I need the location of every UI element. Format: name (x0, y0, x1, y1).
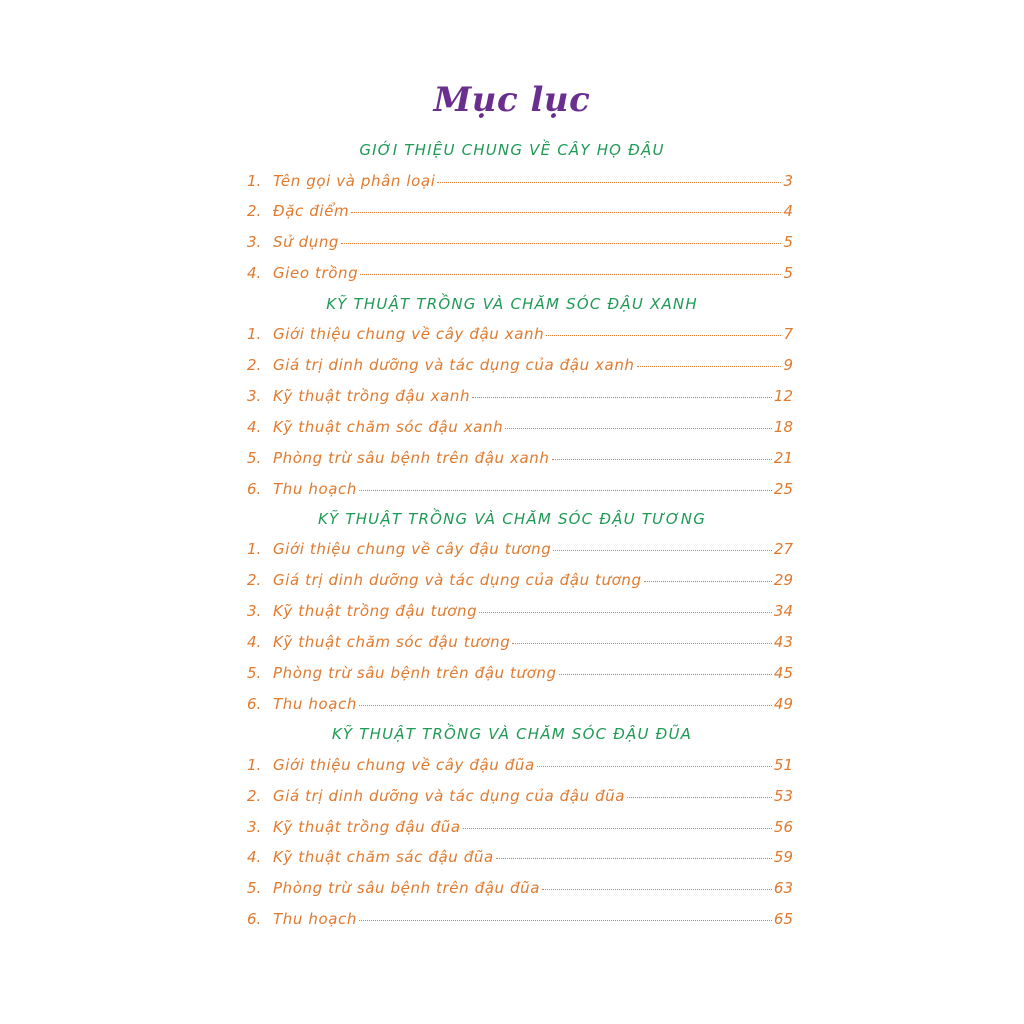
toc-entry[interactable] (247, 664, 793, 688)
entry-label: Gieo trồng (273, 264, 359, 282)
dot-leader (472, 397, 772, 398)
entry-number: 2. (247, 571, 262, 589)
entry-page-number: 49 (773, 695, 793, 713)
dot-leader (463, 828, 772, 829)
section-heading: KỸ THUẬT TRỒNG VÀ CHĂM SÓC ĐẬU XANH (326, 295, 698, 313)
entry-number: 1. (247, 540, 262, 558)
entry-number: 3. (247, 602, 262, 620)
entry-number: 4. (247, 848, 262, 866)
entry-page-number: 25 (773, 480, 793, 498)
entry-label: Tên gọi và phân loại (273, 172, 436, 190)
entry-label: Thu hoạch (273, 695, 357, 713)
entry-page-number: 27 (773, 540, 793, 558)
entry-number: 4. (247, 633, 262, 651)
entry-label: Thu hoạch (273, 910, 357, 928)
dot-leader (359, 490, 772, 491)
entry-number: 1. (247, 172, 262, 190)
dot-leader (479, 612, 772, 613)
entry-label: Kỹ thuật trồng đậu đũa (273, 818, 461, 836)
dot-leader (360, 274, 781, 275)
entry-page-number: 18 (773, 418, 793, 436)
dot-leader (505, 428, 772, 429)
toc-entry[interactable] (247, 540, 793, 564)
toc-entry[interactable] (247, 449, 793, 473)
entry-number: 3. (247, 387, 262, 405)
dot-leader (542, 889, 772, 890)
entry-page-number: 56 (773, 818, 793, 836)
entry-label: Phòng trừ sâu bệnh trên đậu tương (273, 664, 557, 682)
entry-label: Kỹ thuật chăm sóc đậu tương (273, 633, 511, 651)
dot-leader (637, 366, 782, 367)
entry-page-number: 21 (773, 449, 793, 467)
entry-page-number: 51 (773, 756, 793, 774)
toc-entry[interactable] (247, 480, 793, 504)
entry-page-number: 53 (773, 787, 793, 805)
entry-page-number: 65 (773, 910, 793, 928)
entry-label: Kỹ thuật chăm sóc đậu xanh (273, 418, 504, 436)
dot-leader (512, 643, 772, 644)
toc-entry[interactable] (247, 233, 793, 257)
entry-number: 2. (247, 787, 262, 805)
entry-label: Giới thiệu chung về cây đậu tương (273, 540, 552, 558)
entry-number: 4. (247, 264, 262, 282)
entry-label: Giới thiệu chung về cây đậu xanh (273, 325, 545, 343)
entry-number: 3. (247, 233, 262, 251)
toc-entry[interactable] (247, 264, 793, 288)
entry-number: 6. (247, 910, 262, 928)
dot-leader (559, 674, 772, 675)
dot-leader (341, 243, 781, 244)
entry-page-number: 12 (773, 387, 793, 405)
entry-number: 1. (247, 325, 262, 343)
entry-page-number: 9 (783, 356, 793, 374)
toc-entry[interactable] (247, 172, 793, 196)
dot-leader (627, 797, 772, 798)
entry-label: Phòng trừ sâu bệnh trên đậu đũa (273, 879, 541, 897)
entry-number: 5. (247, 664, 262, 682)
toc-entry[interactable] (247, 602, 793, 626)
toc-entry[interactable] (247, 325, 793, 349)
dot-leader (359, 705, 772, 706)
dot-leader (552, 459, 772, 460)
entry-number: 1. (247, 756, 262, 774)
entry-number: 3. (247, 818, 262, 836)
entry-label: Thu hoạch (273, 480, 357, 498)
entry-page-number: 4 (783, 202, 793, 220)
entry-number: 6. (247, 480, 262, 498)
toc-entry[interactable] (247, 787, 793, 811)
entry-number: 6. (247, 695, 262, 713)
entry-number: 5. (247, 879, 262, 897)
entry-page-number: 29 (773, 571, 793, 589)
entry-label: Kỹ thuật trồng đậu xanh (273, 387, 471, 405)
section-heading: GIỚI THIỆU CHUNG VỀ CÂY HỌ ĐẬU (359, 141, 665, 159)
dot-leader (546, 335, 781, 336)
entry-number: 2. (247, 202, 262, 220)
entry-number: 2. (247, 356, 262, 374)
entry-label: Kỹ thuật chăm sác đậu đũa (273, 848, 494, 866)
entry-page-number: 59 (773, 848, 793, 866)
toc-entry[interactable] (247, 387, 793, 411)
entry-page-number: 45 (773, 664, 793, 682)
dot-leader (537, 766, 772, 767)
toc-entry[interactable] (247, 695, 793, 719)
entry-number: 4. (247, 418, 262, 436)
entry-page-number: 5 (783, 233, 793, 251)
dot-leader (359, 920, 772, 921)
toc-entry[interactable] (247, 418, 793, 442)
entry-label: Giới thiệu chung về cây đậu đũa (273, 756, 535, 774)
entry-label: Giá trị dinh dưỡng và tác dụng của đậu xanh (273, 356, 635, 374)
dot-leader (644, 581, 772, 582)
entry-page-number: 3 (783, 172, 793, 190)
entry-label: Đặc điểm (273, 202, 350, 220)
entry-page-number: 43 (773, 633, 793, 651)
entry-page-number: 63 (773, 879, 793, 897)
toc-entry[interactable] (247, 633, 793, 657)
toc-entry[interactable] (247, 910, 793, 934)
toc-entry[interactable] (247, 848, 793, 872)
dot-leader (553, 550, 772, 551)
entry-number: 5. (247, 449, 262, 467)
toc-entry[interactable] (247, 202, 793, 226)
entry-label: Giá trị dinh dưỡng và tác dụng của đậu đũa (273, 787, 626, 805)
entry-page-number: 7 (783, 325, 793, 343)
page-title: Mục lục (433, 80, 591, 120)
section-heading: KỸ THUẬT TRỒNG VÀ CHĂM SÓC ĐẬU TƯƠNG (317, 510, 707, 528)
entry-label: Kỹ thuật trồng đậu tương (273, 602, 478, 620)
toc-entry[interactable] (247, 356, 793, 380)
entry-label: Sử dụng (273, 233, 340, 251)
toc-entry[interactable] (247, 879, 793, 903)
entry-page-number: 5 (783, 264, 793, 282)
toc-entry[interactable] (247, 756, 793, 780)
entry-label: Phòng trừ sâu bệnh trên đậu xanh (273, 449, 550, 467)
dot-leader (351, 212, 781, 213)
dot-leader (496, 858, 772, 859)
section-heading: KỸ THUẬT TRỒNG VÀ CHĂM SÓC ĐẬU ĐŨA (331, 725, 693, 743)
toc-entry[interactable] (247, 571, 793, 595)
toc-entry[interactable] (247, 818, 793, 842)
entry-label: Giá trị dinh dưỡng và tác dụng của đậu tương (273, 571, 642, 589)
entry-page-number: 34 (773, 602, 793, 620)
dot-leader (437, 182, 781, 183)
